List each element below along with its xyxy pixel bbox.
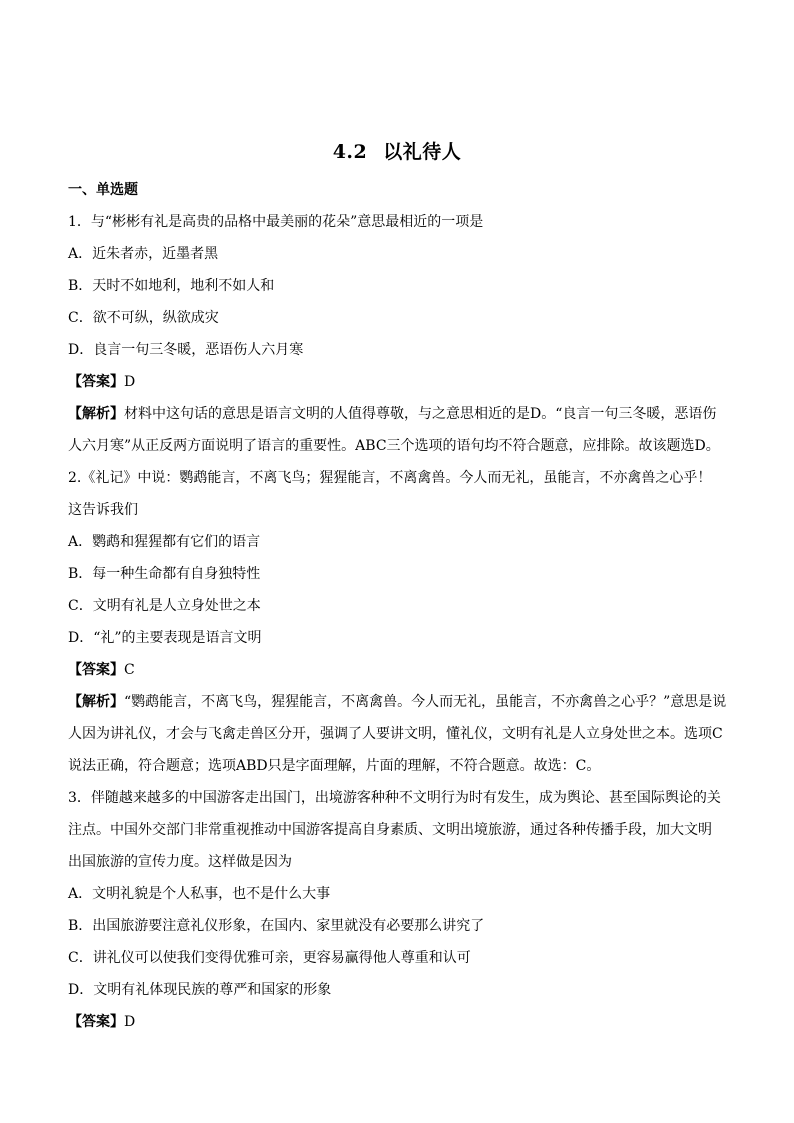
analysis-text: 人因为讲礼仪，才会与飞禽走兽区分开，强调了人要讲文明，懂礼仪，文明有礼是人立身处世之本。选项C xyxy=(68,726,723,742)
option-a: A．文明礼貌是个人私事，也不是什么大事 xyxy=(68,886,331,902)
answer-line xyxy=(68,654,728,686)
answer-label: 【答案】 xyxy=(68,374,124,390)
option-d: D．文明有礼体现民族的尊严和国家的形象 xyxy=(68,982,332,998)
analysis-label: 【解析】 xyxy=(68,406,124,422)
page-title xyxy=(0,137,794,164)
document-body xyxy=(68,174,728,1038)
question-stem: 注点。中国外交部门非常重视推动中国游客提高自身素质、文明出境旅游，通过各种传播手段，加大文明 xyxy=(68,822,712,838)
question-3 xyxy=(68,782,728,1038)
question-stem: 2.《礼记》中说：鹦鹉能言，不离飞鸟；猩猩能言，不离禽兽。今人而无礼，虽能言，不亦禽兽之心乎！ xyxy=(68,470,712,486)
question-stem: 1．与“彬彬有礼是高贵的品格中最美丽的花朵”意思最相近的一项是 xyxy=(68,214,484,230)
option-b: B．每一种生命都有自身独特性 xyxy=(68,566,261,582)
analysis-label: 【解析】 xyxy=(68,694,124,710)
title-number: 4.2 xyxy=(332,141,368,163)
option-c: C．文明有礼是人立身处世之本 xyxy=(68,598,261,614)
question-stem: 这告诉我们 xyxy=(68,502,138,518)
option-b: B．天时不如地利，地利不如人和 xyxy=(68,278,275,294)
option-a: A．近朱者赤，近墨者黑 xyxy=(68,246,219,262)
answer-line xyxy=(68,1006,728,1038)
option-d: D．“礼”的主要表现是语言文明 xyxy=(68,630,262,646)
analysis-text: 人六月寒”从正反两方面说明了语言的重要性。ABC三个选项的语句均不符合题意，应排除。故该题选D。 xyxy=(68,438,720,454)
analysis-text: 材料中这句话的意思是语言文明的人值得尊敬，与之意思相近的是D。“良言一句三冬暖，恶语伤 xyxy=(124,406,717,422)
question-2 xyxy=(68,462,728,782)
option-b: B．出国旅游要注意礼仪形象，在国内、家里就没有必要那么讲究了 xyxy=(68,918,485,934)
option-c: C．讲礼仪可以使我们变得优雅可亲，更容易赢得他人尊重和认可 xyxy=(68,950,471,966)
answer-value: D xyxy=(124,1014,136,1030)
answer-line xyxy=(68,366,728,398)
analysis-line xyxy=(68,686,728,718)
option-d: D．良言一句三冬暖，恶语伤人六月寒 xyxy=(68,342,304,358)
answer-value: D xyxy=(124,374,136,390)
title-text: 以礼待人 xyxy=(383,141,462,163)
answer-value: C xyxy=(124,662,135,678)
question-1 xyxy=(68,206,728,462)
analysis-line xyxy=(68,398,728,430)
question-stem: 3．伴随越来越多的中国游客走出国门，出境游客种种不文明行为时有发生，成为舆论、甚至国际舆论的关 xyxy=(68,790,721,806)
analysis-text: 说法正确，符合题意；选项ABD只是字面理解，片面的理解，不符合题意。故选：C。 xyxy=(68,758,601,774)
answer-label: 【答案】 xyxy=(68,662,124,678)
section-heading: 一、单选题 xyxy=(68,182,138,198)
option-c: C．欲不可纵，纵欲成灾 xyxy=(68,310,219,326)
answer-label: 【答案】 xyxy=(68,1014,124,1030)
analysis-text: “鹦鹉能言，不离飞鸟，猩猩能言，不离禽兽。今人而无礼，虽能言，不亦禽兽之心乎？”意思是说 xyxy=(124,694,727,710)
question-stem: 出国旅游的宣传力度。这样做是因为 xyxy=(68,854,292,870)
option-a: A．鹦鹉和猩猩都有它们的语言 xyxy=(68,534,261,550)
